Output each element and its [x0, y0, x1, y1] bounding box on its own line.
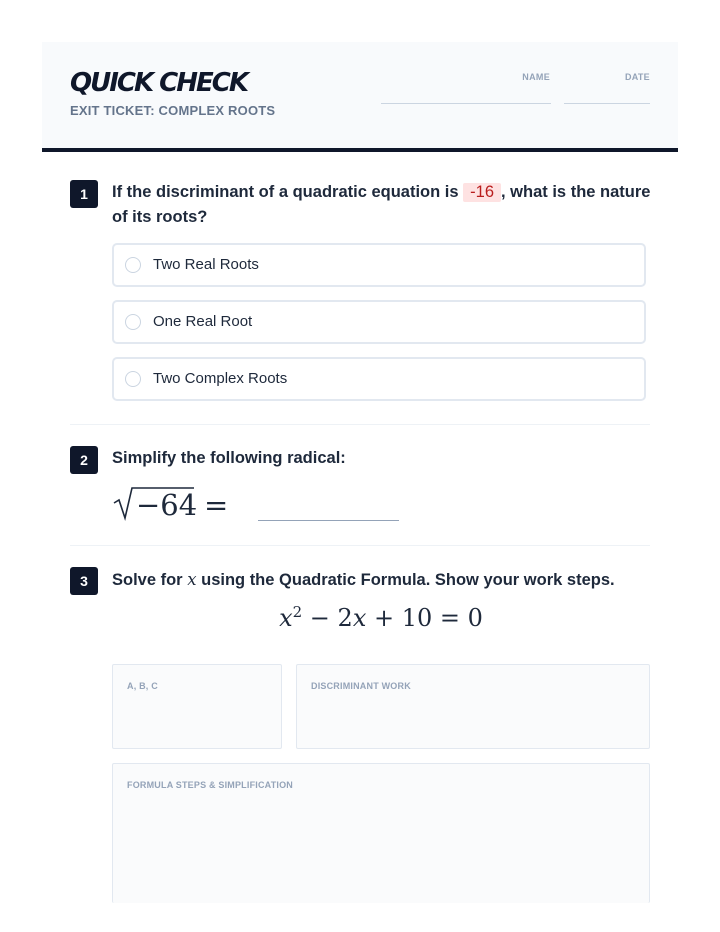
- radicand: −64: [136, 488, 198, 522]
- box-label: A, B, C: [127, 681, 158, 691]
- name-field[interactable]: [381, 103, 551, 104]
- box-label: FORMULA STEPS & SIMPLIFICATION: [127, 780, 293, 790]
- option-two-real-roots[interactable]: [112, 243, 646, 287]
- worksheet-header: [42, 42, 678, 152]
- equation-x-linear: x: [352, 604, 367, 632]
- question-1: [70, 180, 650, 410]
- date-field[interactable]: [564, 103, 650, 104]
- question-2: [70, 446, 650, 546]
- question-1-text: [112, 180, 652, 230]
- abc-work-box[interactable]: [112, 664, 282, 749]
- radical-expression: [112, 482, 252, 524]
- radio-button[interactable]: [125, 314, 141, 330]
- question-number-badge: 1: [70, 180, 98, 208]
- exit-ticket-sheet: [42, 42, 678, 790]
- page-title: QUICK CHECK: [70, 68, 247, 98]
- question-number-badge: 2: [70, 446, 98, 474]
- equation-x: x: [279, 604, 293, 632]
- page-subtitle: EXIT TICKET: COMPLEX ROOTS: [70, 103, 276, 118]
- option-two-complex-roots[interactable]: [112, 357, 646, 401]
- variable-x: x: [187, 570, 197, 589]
- question-number-badge: 3: [70, 567, 98, 595]
- radio-button[interactable]: [125, 257, 141, 273]
- option-label: One Real Root: [153, 313, 253, 330]
- question-1-text-before: If the discriminant of a quadratic equation is: [112, 183, 459, 201]
- option-one-real-root[interactable]: [112, 300, 646, 344]
- equation-exponent: 2: [292, 603, 303, 621]
- question-3-text-after: using the Quadratic Formula. Show your work steps.: [201, 571, 615, 589]
- quadratic-equation: [112, 603, 650, 632]
- question-1-text-after: , what is the nature of its roots?: [112, 183, 651, 226]
- radio-button[interactable]: [125, 371, 141, 387]
- question-2-text: Simplify the following radical:: [112, 449, 346, 467]
- equals-sign: =: [204, 488, 229, 522]
- question-3-text: [112, 567, 652, 593]
- radical-answer-field[interactable]: [258, 520, 399, 521]
- equation-term: − 2: [302, 604, 353, 632]
- name-label: NAME: [522, 72, 550, 82]
- box-label: DISCRIMINANT WORK: [311, 681, 411, 691]
- discriminant-value-highlight: -16: [463, 183, 501, 202]
- equation-constant: + 10 = 0: [366, 604, 483, 632]
- section-divider: [70, 424, 650, 425]
- section-divider: [70, 545, 650, 546]
- option-label: Two Real Roots: [153, 256, 259, 273]
- formula-steps-box[interactable]: [112, 763, 650, 903]
- discriminant-work-box[interactable]: [296, 664, 650, 749]
- date-label: DATE: [624, 72, 650, 82]
- option-label: Two Complex Roots: [153, 370, 288, 387]
- question-3-text-before: Solve for: [112, 571, 183, 589]
